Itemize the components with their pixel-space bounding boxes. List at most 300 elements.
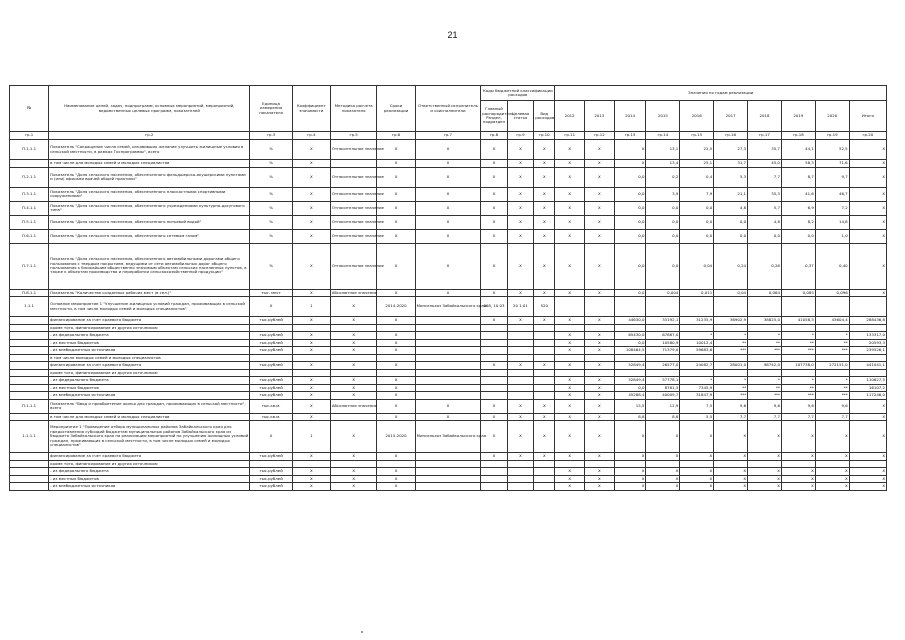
table-cell: Х — [415, 413, 481, 421]
table-cell — [415, 468, 481, 476]
table-row — [10, 297, 887, 317]
column-number: гр.4 — [292, 132, 330, 140]
table-cell: тыс.рублей — [250, 347, 292, 355]
table-cell: Х — [534, 243, 555, 289]
table-cell: Х — [585, 332, 615, 340]
table-cell: Х — [555, 413, 585, 421]
header-gl-section: Главный распорядитель Раздел, подраздел — [481, 101, 507, 132]
table-cell: Х — [555, 229, 585, 243]
table-cell — [481, 384, 507, 392]
table-cell: Х — [585, 140, 615, 160]
table-cell — [646, 354, 680, 362]
table-cell: Х — [585, 362, 615, 370]
table-cell: 5,7 — [748, 201, 782, 215]
table-cell: кроме того, финансирование из других источников: — [49, 460, 250, 468]
table-cell: Х — [507, 201, 533, 215]
table-cell: 7,7 — [781, 413, 815, 421]
table-cell: Х — [377, 289, 415, 297]
table-cell: Х — [377, 243, 415, 289]
table-cell: Х — [585, 468, 615, 476]
table-cell: Х — [330, 384, 377, 392]
table-cell: Х — [292, 347, 330, 355]
table-cell: * — [714, 377, 748, 385]
table-cell — [680, 297, 714, 317]
table-cell — [415, 339, 481, 347]
table-cell: Х — [250, 421, 292, 453]
table-cell — [680, 369, 714, 377]
table-cell: Х — [507, 167, 533, 187]
table-cell: 2014-2020 — [377, 297, 415, 317]
table-cell: Х — [534, 362, 555, 370]
table-cell: % — [250, 167, 292, 187]
table-cell: 0,0 — [646, 215, 680, 229]
table-cell: 8,7 — [781, 167, 815, 187]
table-cell — [481, 475, 507, 483]
table-cell: 0,24 — [714, 243, 748, 289]
table-cell: Х — [585, 399, 615, 413]
table-cell — [481, 339, 507, 347]
table-cell — [10, 339, 49, 347]
table-cell: Х — [292, 201, 330, 215]
table-cell: 41,6 — [781, 187, 815, 201]
header-target: Целевая статья — [507, 101, 533, 132]
table-cell — [646, 369, 680, 377]
table-cell: * — [680, 332, 714, 340]
table-cell — [415, 347, 481, 355]
table-cell — [555, 297, 585, 317]
table-cell: П.7.1.1 — [10, 243, 49, 289]
table-row — [10, 289, 887, 297]
table-cell — [585, 369, 615, 377]
table-cell — [10, 384, 49, 392]
table-cell: *** — [781, 347, 815, 355]
table-cell: Х — [377, 468, 415, 476]
table-cell: 0,0 — [614, 215, 646, 229]
table-cell: *** — [781, 392, 815, 400]
table-cell: Х — [555, 140, 585, 160]
header-year: 2019 — [781, 101, 815, 132]
table-cell: Х — [330, 483, 377, 491]
table-cell: 0,40 — [815, 243, 849, 289]
table-cell: Х — [585, 167, 615, 187]
header-year: 2012 — [555, 101, 585, 132]
column-number: гр.16 — [714, 132, 748, 140]
table-cell: Х — [781, 421, 815, 453]
header-no: № — [10, 86, 49, 132]
table-cell: 15,5 — [614, 399, 646, 413]
table-cell: финансирование за счет краевого бюджета — [49, 317, 250, 325]
table-cell — [481, 324, 507, 332]
table-cell: Х — [585, 201, 615, 215]
table-cell: 7,7 — [815, 413, 849, 421]
table-cell: Х — [585, 377, 615, 385]
table-cell — [415, 369, 481, 377]
table-cell — [415, 317, 481, 325]
table-cell: Х — [377, 483, 415, 491]
table-cell: 45288,4 — [614, 392, 646, 400]
table-cell: П.4.1.1 — [10, 201, 49, 215]
table-cell: Х — [646, 483, 680, 491]
table-cell — [585, 460, 615, 468]
table-cell: 5,3 — [714, 167, 748, 187]
table-cell — [415, 332, 481, 340]
table-cell: Х — [849, 483, 886, 491]
table-cell — [646, 460, 680, 468]
table-cell: Х — [534, 289, 555, 297]
table-cell: 9,6 — [781, 399, 815, 413]
table-cell: 7,2 — [815, 201, 849, 215]
table-cell: Х — [781, 475, 815, 483]
table-cell: 520 — [534, 297, 555, 317]
table-cell: Абсолютное значение — [331, 289, 378, 295]
table-cell — [507, 483, 533, 491]
table-row — [10, 453, 887, 461]
table-cell: Х — [292, 167, 330, 187]
table-cell: 8761,3 — [646, 384, 680, 392]
table-cell: Х — [748, 421, 782, 453]
table-cell: Х — [555, 317, 585, 325]
table-cell: 98742,0 — [748, 362, 782, 370]
table-cell: *** — [714, 347, 748, 355]
table-cell — [481, 354, 507, 362]
table-cell: Х — [555, 421, 585, 453]
table-cell: Х — [815, 421, 849, 453]
table-cell — [748, 369, 782, 377]
table-cell: 1.1.1 — [10, 297, 49, 317]
table-cell: Показатель "Количество созданных рабочих мест (в сел.)" — [49, 289, 250, 297]
table-cell — [415, 392, 481, 400]
table-cell: % — [250, 187, 292, 201]
table-cell: Х — [680, 475, 714, 483]
table-cell — [680, 460, 714, 468]
table-cell: П.6.1.1 — [10, 229, 49, 243]
table-cell: Х — [555, 215, 585, 229]
table-cell: Х — [585, 289, 615, 297]
table-cell: Х — [646, 421, 680, 453]
table-cell: Х — [585, 347, 615, 355]
column-number: гр.12 — [585, 132, 615, 140]
table-cell — [614, 297, 646, 317]
table-row — [10, 324, 887, 332]
table-cell — [507, 332, 533, 340]
table-cell: Х — [377, 475, 415, 483]
table-cell: тыс.рублей — [250, 392, 292, 400]
table-row — [10, 421, 887, 453]
table-cell — [534, 354, 555, 362]
table-cell: % — [250, 160, 292, 168]
table-cell: Х — [330, 421, 377, 453]
table-cell — [714, 297, 748, 317]
table-cell: 21,1 — [714, 187, 748, 201]
table-cell: Х — [377, 140, 415, 160]
table-cell — [330, 324, 377, 332]
table-cell: Х — [748, 483, 782, 491]
header-name: Наименование целей, задач, подпрограмм, основных мероприятий, мероприятий, ведомственных целевых программ, показателей — [49, 86, 250, 132]
table-cell — [292, 460, 330, 468]
table-cell: 1 — [292, 297, 330, 317]
table-cell: 10012,4 — [680, 339, 714, 347]
table-cell: Х — [815, 453, 849, 461]
table-cell: финансирование за счет краевого бюджета — [49, 453, 250, 461]
table-cell: Показатель "Доля сельского населения, обеспеченного сетевым газом" — [49, 229, 250, 243]
table-cell: Х — [534, 201, 555, 215]
table-cell: 1 — [292, 421, 330, 453]
table-cell: 107738,0 — [781, 362, 815, 370]
table-cell: Х — [292, 392, 330, 400]
table-row — [10, 187, 887, 201]
table-cell: в том числе для молодых семей и молодых специалистов — [49, 413, 250, 421]
table-row — [10, 413, 887, 421]
table-cell — [250, 324, 292, 332]
table-cell: Х — [481, 362, 507, 370]
column-number: гр.3 — [250, 132, 292, 140]
table-cell: Показатель "Ввод и приобретение жилья для граждан, проживающих в сельской местности", всего — [49, 399, 250, 413]
table-cell: Х — [815, 468, 849, 476]
table-cell: Х — [292, 362, 330, 370]
table-cell — [555, 460, 585, 468]
table-cell — [555, 369, 585, 377]
table-cell: 57778,1 — [646, 377, 680, 385]
table-cell: 441041,1 — [849, 362, 886, 370]
table-cell: Х — [481, 399, 507, 413]
table-cell: 1,0 — [815, 229, 849, 243]
table-cell: 9,6 — [748, 399, 782, 413]
table-cell: 14,8 — [815, 215, 849, 229]
table-cell: Х — [507, 362, 533, 370]
table-cell: Показатель "Доля сельского населения, обеспеченного питьевой водой" — [49, 215, 250, 229]
table-cell: П.3.1.1 — [10, 187, 49, 201]
scan-mark — [361, 631, 363, 633]
table-cell: Х — [415, 243, 481, 289]
table-cell — [10, 160, 49, 168]
table-cell: * — [815, 377, 849, 385]
table-cell: ** — [748, 339, 782, 347]
table-cell: 0,0 — [614, 229, 646, 243]
table-cell: Х — [585, 421, 615, 453]
table-cell: Х — [292, 377, 330, 385]
table-cell: 288436,8 — [849, 317, 886, 325]
table-cell: тыс.рублей — [250, 468, 292, 476]
table-cell — [680, 354, 714, 362]
table-cell — [849, 460, 886, 468]
table-cell: Относительное значение — [330, 187, 377, 201]
table-cell: % — [250, 140, 292, 160]
table-cell — [481, 483, 507, 491]
table-cell — [815, 369, 849, 377]
table-cell: Х — [377, 413, 415, 421]
table-cell — [815, 297, 849, 317]
table-row — [10, 332, 887, 340]
table-cell: 13,1 — [646, 140, 680, 160]
table-cell: Х — [815, 475, 849, 483]
page-number: 21 — [447, 30, 458, 40]
table-cell: Х — [849, 289, 886, 297]
table-cell — [614, 369, 646, 377]
table-cell — [585, 354, 615, 362]
table-cell: Минсельхоз Забайкальского края — [415, 421, 481, 453]
column-number: гр.9 — [507, 132, 533, 140]
column-number: гр.2 — [49, 132, 250, 140]
table-cell: Х — [534, 140, 555, 160]
table-cell: Х — [415, 229, 481, 243]
table-cell: Х — [507, 421, 533, 453]
table-row — [10, 215, 887, 229]
table-cell: Х — [614, 483, 646, 491]
table-cell — [748, 324, 782, 332]
table-cell — [481, 392, 507, 400]
table-cell: П.1.1.1 — [10, 140, 49, 160]
table-cell — [250, 369, 292, 377]
table-cell: ** — [714, 384, 748, 392]
table-cell — [292, 324, 330, 332]
header-year: 2016 — [680, 101, 714, 132]
table-cell: Х — [714, 468, 748, 476]
table-cell: 46,7 — [815, 187, 849, 201]
table-cell — [330, 460, 377, 468]
table-cell: Х — [507, 453, 533, 461]
column-number: гр.19 — [815, 132, 849, 140]
table-cell: 9,6 — [714, 399, 748, 413]
table-cell: Х — [292, 187, 330, 201]
table-cell — [292, 369, 330, 377]
table-cell: тыс.рублей — [250, 475, 292, 483]
table-cell: Х — [534, 215, 555, 229]
table-cell: Х — [481, 201, 507, 215]
table-cell: *** — [748, 392, 782, 400]
table-cell: Х — [585, 215, 615, 229]
table-cell — [714, 354, 748, 362]
table-cell: Х — [377, 317, 415, 325]
table-row — [10, 229, 887, 243]
table-cell: Х — [330, 347, 377, 355]
table-cell: 0,04 — [680, 243, 714, 289]
table-cell: 41058,5 — [781, 317, 815, 325]
table-cell — [481, 332, 507, 340]
table-cell: 0,004 — [646, 289, 680, 297]
table-cell: *** — [714, 392, 748, 400]
table-cell: - из внебюджетных источников — [49, 347, 250, 355]
table-cell: 108464,5 — [614, 347, 646, 355]
table-cell — [714, 460, 748, 468]
table-cell — [10, 453, 49, 461]
table-cell: 8,8 — [646, 413, 680, 421]
table-cell — [614, 354, 646, 362]
table-cell — [415, 354, 481, 362]
table-cell: Х — [330, 362, 377, 370]
table-cell: 25,1 — [680, 160, 714, 168]
table-cell: Х — [534, 167, 555, 187]
table-cell: П.8.1.1 — [10, 289, 49, 297]
table-cell: Х — [292, 160, 330, 168]
table-cell: ** — [815, 339, 849, 347]
column-number: гр.8 — [481, 132, 507, 140]
table-cell — [330, 354, 377, 362]
table-cell: Х — [849, 160, 886, 168]
table-cell: 0,0 — [614, 384, 646, 392]
table-cell — [415, 324, 481, 332]
table-cell: Х — [507, 229, 533, 243]
table-cell: Х — [714, 453, 748, 461]
table-row — [10, 317, 887, 325]
table-cell — [10, 468, 49, 476]
table-cell: 0,0 — [781, 229, 815, 243]
table-cell — [250, 460, 292, 468]
table-cell — [330, 413, 377, 421]
table-cell: Относительное значение — [330, 243, 377, 289]
table-cell: Минсельхоз Забайкальского края — [415, 297, 481, 317]
table-cell: Х — [849, 201, 886, 215]
table-cell: Х — [292, 468, 330, 476]
table-cell: Х — [507, 215, 533, 229]
table-cell: Х — [377, 399, 415, 413]
table-cell: П.1.1.1 — [10, 399, 49, 413]
header-values-group: Значения по годам реализации — [555, 86, 887, 101]
table-cell: 8,8 — [614, 413, 646, 421]
column-number: гр.7 — [415, 132, 481, 140]
table-cell: 33192,1 — [646, 317, 680, 325]
table-cell — [849, 297, 886, 317]
table-cell: Х — [292, 317, 330, 325]
table-cell — [481, 468, 507, 476]
table-cell: 65430,0 — [614, 332, 646, 340]
table-cell — [507, 354, 533, 362]
table-cell: Х — [614, 140, 646, 160]
header-year: 2020 — [815, 101, 849, 132]
table-cell: Х — [849, 229, 886, 243]
table-cell: Х — [415, 201, 481, 215]
table-cell: Х — [555, 160, 585, 168]
header-coef: Коэффициент значимости — [292, 86, 330, 132]
table-cell: Х — [585, 392, 615, 400]
table-cell: Х — [555, 201, 585, 215]
table-cell: - из федерального бюджета — [49, 377, 250, 385]
table-row — [10, 347, 887, 355]
table-cell: Х — [781, 468, 815, 476]
table-cell: Х — [534, 413, 555, 421]
table-cell: Мероприятие 1 "Проведение отбора муниципальных районов Забайкальского края для предоставления субсидий бюджетам муниципальных районов Забайкальского края из бюджета Забайкальского края на реализацию мероприятий по улучшению жилищных условий граждан, проживающих в сельской местности, в том числе молодых семей и молодых специалистов" — [49, 421, 250, 453]
table-cell: тыс.кв.м. — [250, 399, 292, 413]
table-cell: тыс.кв.м. — [250, 413, 292, 421]
table-cell: 13,4 — [646, 160, 680, 168]
table-cell: - из местных бюджетов — [49, 339, 250, 347]
table-cell: - из местных бюджетов — [49, 384, 250, 392]
table-cell — [10, 413, 49, 421]
table-cell: * — [781, 377, 815, 385]
table-cell: 0,0 — [614, 243, 646, 289]
table-cell: Х — [714, 475, 748, 483]
table-cell: Х — [377, 362, 415, 370]
table-cell: Х — [377, 453, 415, 461]
column-number: гр.11 — [555, 132, 585, 140]
header-year: Итого — [849, 101, 886, 132]
table-cell: 20 1 01 — [507, 297, 533, 317]
table-cell: Относительное значение — [330, 140, 377, 160]
table-cell: Х — [534, 317, 555, 325]
table-cell: Х — [292, 243, 330, 289]
table-cell — [10, 354, 49, 362]
program-table — [9, 85, 887, 491]
table-cell: 59683,6 — [680, 347, 714, 355]
table-row — [10, 460, 887, 468]
table-cell: Х — [377, 347, 415, 355]
table-row — [10, 140, 887, 160]
table-cell: тыс.рублей — [250, 332, 292, 340]
table-cell — [614, 460, 646, 468]
table-cell: тыс. мест — [250, 289, 292, 297]
table-cell: Х — [585, 413, 615, 421]
table-cell — [534, 347, 555, 355]
table-cell — [10, 332, 49, 340]
